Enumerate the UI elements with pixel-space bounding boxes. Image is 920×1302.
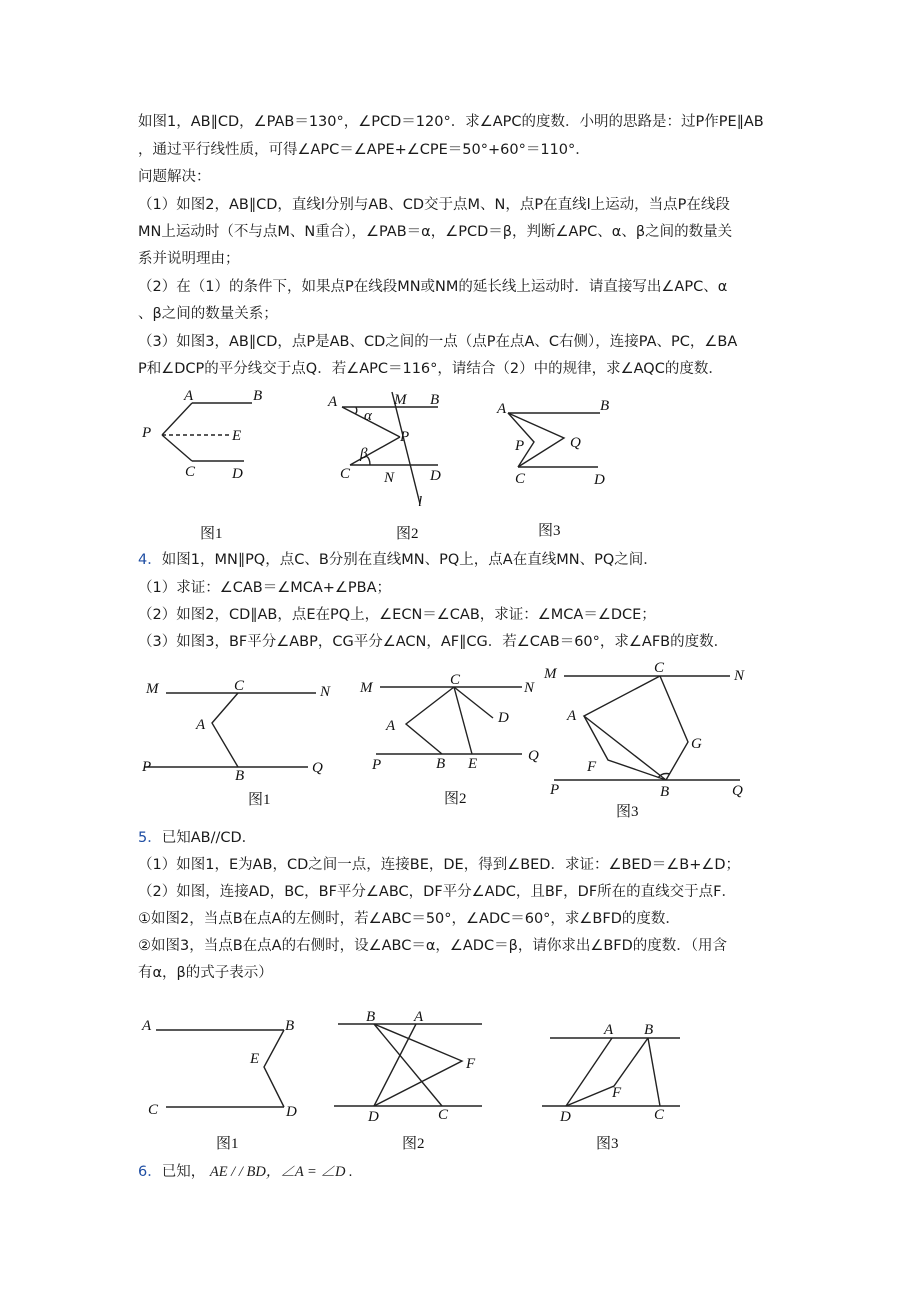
line-ap bbox=[162, 403, 192, 435]
q4-part2: （2）如图2，CD∥AB，点E在PQ上，∠ECN＝∠CAB，求证：∠MCA＝∠DCE； bbox=[138, 607, 656, 623]
q4-figure-3 bbox=[540, 656, 760, 824]
q6-stem: 已知， bbox=[161, 1164, 206, 1180]
caption-fig3: 图3 bbox=[616, 804, 639, 820]
q3-intro-line2: ，通过平行线性质，可得∠APC＝∠APE+∠CPE＝50°+60°＝110°． bbox=[138, 142, 590, 158]
q6-number: 6． bbox=[138, 1164, 162, 1180]
label-c: C bbox=[515, 471, 526, 487]
q5-figure-2 bbox=[330, 1000, 500, 1160]
path-cab bbox=[406, 687, 454, 754]
label-n: N bbox=[384, 470, 395, 486]
label-b: B bbox=[366, 1009, 376, 1025]
line-ce bbox=[454, 687, 472, 754]
label-c: C bbox=[340, 466, 351, 482]
caption-fig1: 图1 bbox=[216, 1136, 239, 1152]
label-b: B bbox=[430, 392, 440, 408]
q5-part1: （1）如图1，E为AB，CD之间一点，连接BE，DE，得到∠BED．求证：∠BED＝∠B+∠D； bbox=[138, 857, 741, 873]
label-c: C bbox=[438, 1107, 449, 1123]
path-bed bbox=[264, 1030, 284, 1107]
caption-fig2: 图2 bbox=[396, 526, 419, 542]
q3-part2-line2: 、β之间的数量关系； bbox=[138, 306, 278, 322]
q5-number: 5． bbox=[138, 830, 162, 846]
q4-part3: （3）如图3，BF平分∠ABP，CG平分∠ACN，AF∥CG．若∠CAB＝60°，求∠AFB的度数． bbox=[138, 634, 729, 650]
label-p: P bbox=[515, 438, 525, 454]
label-c: C bbox=[148, 1102, 159, 1118]
label-b: B bbox=[644, 1022, 654, 1038]
label-c: C bbox=[654, 1107, 665, 1123]
label-q: Q bbox=[570, 435, 581, 451]
label-d: D bbox=[594, 472, 605, 488]
q4-part1: （1）求证：∠CAB＝∠MCA+∠PBA； bbox=[138, 580, 392, 596]
caption-fig3: 图3 bbox=[538, 523, 561, 539]
label-d: D bbox=[498, 710, 509, 726]
label-e: E bbox=[250, 1051, 260, 1067]
label-b: B bbox=[235, 768, 245, 784]
q5-stem: 已知AB//CD． bbox=[161, 830, 257, 846]
q5-stem-line bbox=[138, 828, 256, 848]
q3-part3-line1: （3）如图3，AB∥CD，点P是AB、CD之间的一点（点P在点A、C右侧），连接PA、PC，∠BA bbox=[138, 334, 738, 350]
label-a: A bbox=[196, 717, 206, 733]
q3-part1-line1: （1）如图2，AB∥CD，直线l分别与AB、CD交于点M、N，点P在直线l上运动，当点P在线段 bbox=[138, 197, 730, 213]
label-a: A bbox=[604, 1022, 614, 1038]
path-bfd bbox=[374, 1024, 462, 1106]
label-e: E bbox=[468, 756, 478, 772]
label-d: D bbox=[430, 468, 441, 484]
label-a: A bbox=[328, 394, 338, 410]
q3-part1-line3: 系并说明理由； bbox=[138, 251, 240, 267]
label-p: P bbox=[142, 425, 152, 441]
label-p: P bbox=[142, 759, 152, 775]
line-ad bbox=[374, 1024, 416, 1106]
q5-part2: （2）如图，连接AD，BC，BF平分∠ABC，DF平分∠ADC，且BF，DF所在的直线交于点F． bbox=[138, 884, 736, 900]
label-b: B bbox=[600, 398, 610, 414]
label-q: Q bbox=[312, 760, 323, 776]
line-cd bbox=[454, 687, 493, 718]
label-a: A bbox=[567, 708, 577, 724]
label-b: B bbox=[285, 1018, 295, 1034]
q5-figure-1 bbox=[138, 1000, 308, 1160]
q3-figure-2 bbox=[320, 382, 450, 542]
label-p: P bbox=[550, 782, 560, 798]
label-g: G bbox=[691, 736, 702, 752]
line-pc bbox=[162, 435, 192, 461]
label-c: C bbox=[234, 678, 245, 694]
label-e: E bbox=[232, 428, 242, 444]
q3-intro-line1: 如图1，AB∥CD，∠PAB＝130°，∠PCD＝120°．求∠APC的度数．小明的思路是：过P作PE∥AB bbox=[138, 114, 764, 130]
label-d: D bbox=[368, 1109, 379, 1125]
label-c: C bbox=[450, 672, 461, 688]
path-cab bbox=[212, 693, 238, 767]
line-l bbox=[392, 392, 420, 504]
q3-part3-line2: P和∠DCP的平分线交于点Q．若∠APC＝116°，请结合（2）中的规律，求∠AQC的度数． bbox=[138, 361, 723, 377]
label-q: Q bbox=[528, 748, 539, 764]
q3-figure-3 bbox=[488, 382, 628, 542]
caption-fig2: 图2 bbox=[444, 791, 467, 807]
q5-figure-3 bbox=[538, 1000, 698, 1160]
label-b: B bbox=[660, 784, 670, 800]
path-dfb bbox=[566, 1038, 648, 1106]
label-f: F bbox=[466, 1056, 476, 1072]
label-m: M bbox=[146, 681, 159, 697]
label-a: A bbox=[414, 1009, 424, 1025]
q4-stem: 如图1，MN∥PQ，点C、B分别在直线MN、PQ上，点A在直线MN、PQ之间． bbox=[161, 552, 658, 568]
caption-fig3: 图3 bbox=[596, 1136, 619, 1152]
label-p: P bbox=[400, 429, 410, 445]
q3-figure-1 bbox=[130, 382, 280, 542]
path-cgb bbox=[660, 676, 688, 780]
angle-alpha-arc bbox=[355, 407, 357, 414]
label-a: A bbox=[497, 401, 507, 417]
label-m: M bbox=[544, 666, 557, 682]
q6-stem-line bbox=[138, 1162, 353, 1182]
caption-fig1: 图1 bbox=[248, 792, 271, 808]
label-f: F bbox=[587, 759, 597, 775]
q3-problem-label: 问题解决： bbox=[138, 169, 211, 185]
q3-part2-line1: （2）在（1）的条件下，如果点P在线段MN或NM的延长线上运动时．请直接写出∠APC、α bbox=[138, 279, 728, 295]
q3-part1-line2: MN上运动时（不与点M、N重合），∠PAB＝α，∠PCD＝β，判断∠APC、α、β之间的数量关 bbox=[138, 224, 733, 240]
label-q: Q bbox=[732, 783, 743, 799]
q4-stem-line bbox=[138, 550, 658, 570]
label-d: D bbox=[560, 1109, 571, 1125]
label-c: C bbox=[185, 464, 196, 480]
line-bc bbox=[374, 1024, 442, 1106]
caption-fig1: 图1 bbox=[200, 526, 223, 542]
label-a: A bbox=[386, 718, 396, 734]
label-beta: β bbox=[360, 446, 368, 462]
label-m: M bbox=[394, 392, 407, 408]
q4-figure-2 bbox=[356, 662, 551, 812]
label-b: B bbox=[253, 388, 263, 404]
line-pc bbox=[350, 437, 400, 465]
caption-fig2: 图2 bbox=[402, 1136, 425, 1152]
label-l: l bbox=[418, 494, 423, 510]
line-bc bbox=[648, 1038, 660, 1106]
q5-case2-line1: ②如图3，当点B在点A的右侧时，设∠ABC＝α，∠ADC＝β，请你求出∠BFD的度数．（用含 bbox=[138, 938, 728, 954]
label-d: D bbox=[232, 466, 243, 482]
q6-formula: AE / / BD，∠A = ∠D . bbox=[209, 1164, 353, 1180]
label-a: A bbox=[184, 388, 194, 404]
label-m: M bbox=[360, 680, 373, 696]
label-p: P bbox=[372, 757, 382, 773]
label-a: A bbox=[142, 1018, 152, 1034]
q5-case2-line2: 有α，β的式子表示） bbox=[138, 965, 273, 981]
q4-number: 4． bbox=[138, 552, 162, 568]
label-b: B bbox=[436, 756, 446, 772]
label-c: C bbox=[654, 660, 665, 676]
label-n: N bbox=[734, 668, 745, 684]
label-d: D bbox=[286, 1104, 297, 1120]
label-n: N bbox=[320, 684, 331, 700]
label-f: F bbox=[612, 1085, 622, 1101]
label-n: N bbox=[524, 680, 535, 696]
label-alpha: α bbox=[364, 408, 372, 424]
q5-case1: ①如图2，当点B在点A的左侧时，若∠ABC＝50°，∠ADC＝60°，求∠BFD的度数． bbox=[138, 911, 680, 927]
q4-figure-1 bbox=[138, 670, 338, 815]
path-cab bbox=[584, 676, 666, 780]
